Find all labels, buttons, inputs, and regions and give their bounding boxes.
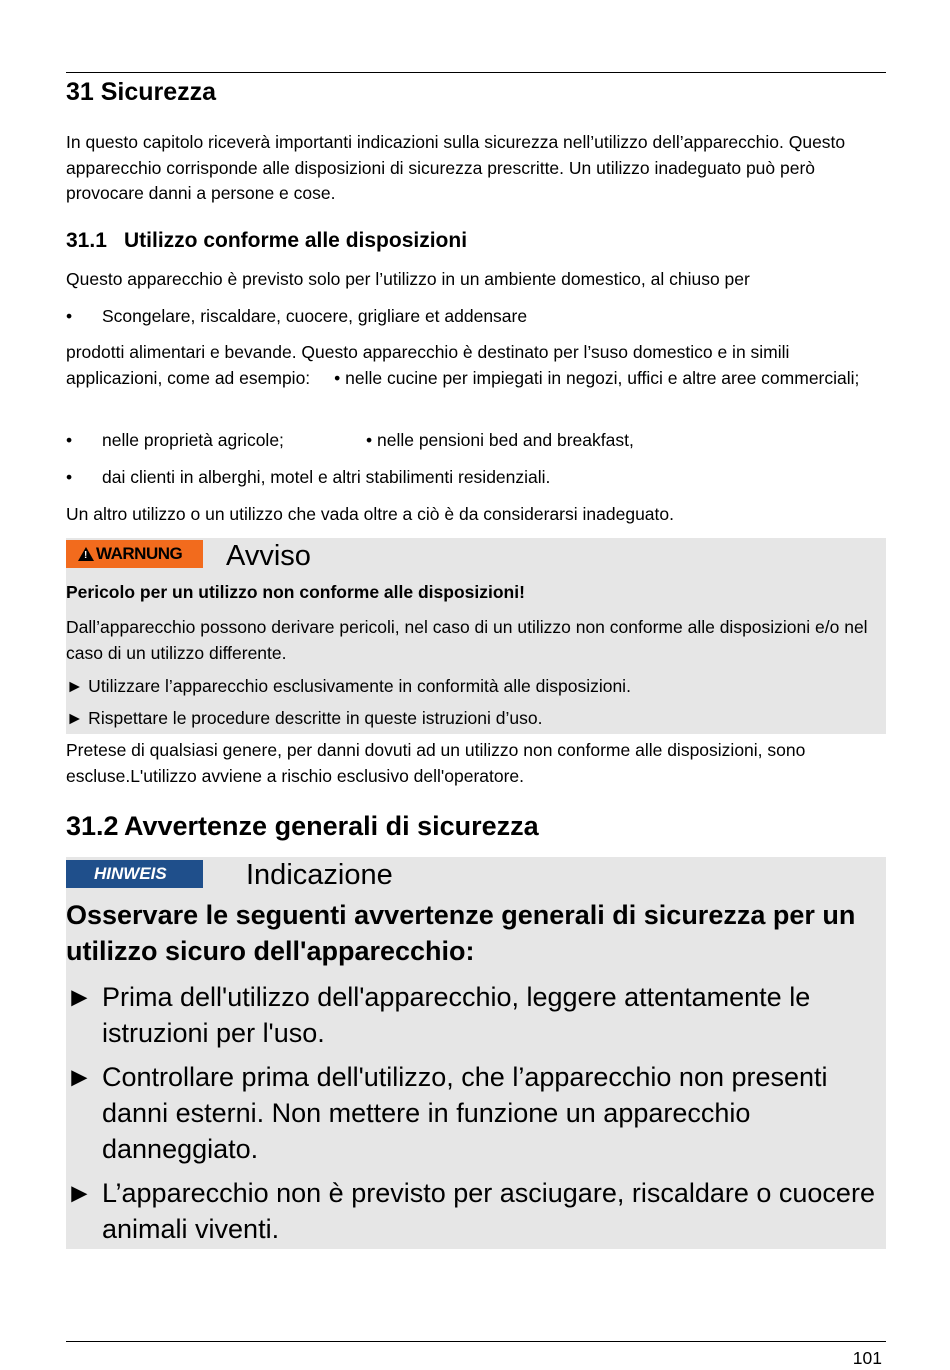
warning-box xyxy=(66,538,886,734)
notice-box xyxy=(66,857,886,1249)
paragraph-applications xyxy=(66,340,886,391)
section-title: 31 Sicurezza xyxy=(66,78,217,106)
warning-instruction: ► Rispettare le procedure descritte in queste istruzioni d’uso. xyxy=(66,708,543,728)
warning-text: Dall’apparecchio possono derivare pericoli, nel caso di un utilizzo non conforme alle disposizioni e/o nel caso di un utilizzo differente. xyxy=(66,617,868,663)
bullet-icon: • xyxy=(66,306,73,326)
subsection-title: Avvertenze generali di sicurezza xyxy=(124,811,539,841)
warning-heading: Pericolo per un utilizzo non conforme alle disposizioni! xyxy=(66,582,525,602)
notice-badge-label: HINWEIS xyxy=(94,864,167,883)
notice-badge xyxy=(66,860,203,888)
notice-instruction-text: Prima dell'utilizzo dell'apparecchio, leggere attentamente le istruzioni per l'uso. xyxy=(102,982,811,1048)
warning-badge-label: WARNUNG xyxy=(96,544,183,563)
list-item-text: nelle proprietà agricole; xyxy=(102,430,284,450)
paragraph-claims: Pretese di qualsiasi genere, per danni dovuti ad un utilizzo non conforme alle disposizioni, sono escluse.L'utilizzo avviene a rischio esclusivo dell'operatore. xyxy=(66,740,806,786)
arrow-icon: ► xyxy=(66,1062,93,1092)
list-item-text: dai clienti in alberghi, motel e altri stabilimenti residenziali. xyxy=(102,467,551,487)
notice-instruction xyxy=(66,1175,881,1247)
arrow-icon: ► xyxy=(66,982,93,1012)
list-item-text: Scongelare, riscaldare, cuocere, grigliare et addensare xyxy=(102,306,528,326)
footer-rule xyxy=(66,1341,886,1342)
list-item-text: • nelle pensioni bed and breakfast, xyxy=(366,430,634,450)
paragraph-inadequate: Un altro utilizzo o un utilizzo che vada oltre a ciò è da considerarsi inadeguato. xyxy=(66,504,674,524)
notice-title: Indicazione xyxy=(246,859,393,891)
paragraph-usage: Questo apparecchio è previsto solo per l’utilizzo in un ambiente domestico, al chiuso per xyxy=(66,269,750,289)
page-number: 101 xyxy=(852,1348,882,1368)
paragraph-text: prodotti alimentari e bevande. Questo apparecchio è destinato per l’suso domestico e in simili applicazioni, come ad esempio: xyxy=(66,342,790,388)
bullet-icon: • xyxy=(66,430,73,450)
notice-heading: Osservare le seguenti avvertenze generali di sicurezza per un utilizzo sicuro dell'apparecchio: xyxy=(66,900,856,966)
warning-instruction: ► Utilizzare l’apparecchio esclusivamente in conformità alle disposizioni. xyxy=(66,676,631,696)
notice-instruction xyxy=(66,979,881,1051)
bullet-icon: • xyxy=(66,467,73,487)
warning-title: Avviso xyxy=(226,540,311,572)
subsection-number: 31.1 xyxy=(66,229,107,252)
notice-instruction-text: L’apparecchio non è previsto per asciugare, riscaldare o cuocere animali viventi. xyxy=(102,1178,875,1244)
notice-instruction xyxy=(66,1059,881,1167)
warning-badge xyxy=(66,540,203,568)
inline-bullet-text: • nelle cucine per impiegati in negozi, uffici e altre aree commerciali; xyxy=(334,367,860,388)
arrow-icon: ► xyxy=(66,1178,93,1208)
notice-instruction-text: Controllare prima dell'utilizzo, che l’apparecchio non presenti danni esterni. Non mettere in funzione un apparecchio danneggiato. xyxy=(102,1062,828,1164)
section-intro: In questo capitolo riceverà importanti indicazioni sulla sicurezza nell’utilizzo dell’apparecchio. Questo apparecchio corrisponde alle disposizioni di sicurezza prescritte. Un utilizzo inadeguato può però provocare danni a persone e cose. xyxy=(66,132,846,203)
warning-triangle-icon: ! xyxy=(78,547,94,561)
subsection-heading-2 xyxy=(66,811,539,842)
header-rule xyxy=(66,72,886,73)
subsection-title: Utilizzo conforme alle disposizioni xyxy=(124,229,468,252)
subsection-number: 31.2 xyxy=(66,811,119,841)
subsection-heading-1 xyxy=(66,229,467,253)
